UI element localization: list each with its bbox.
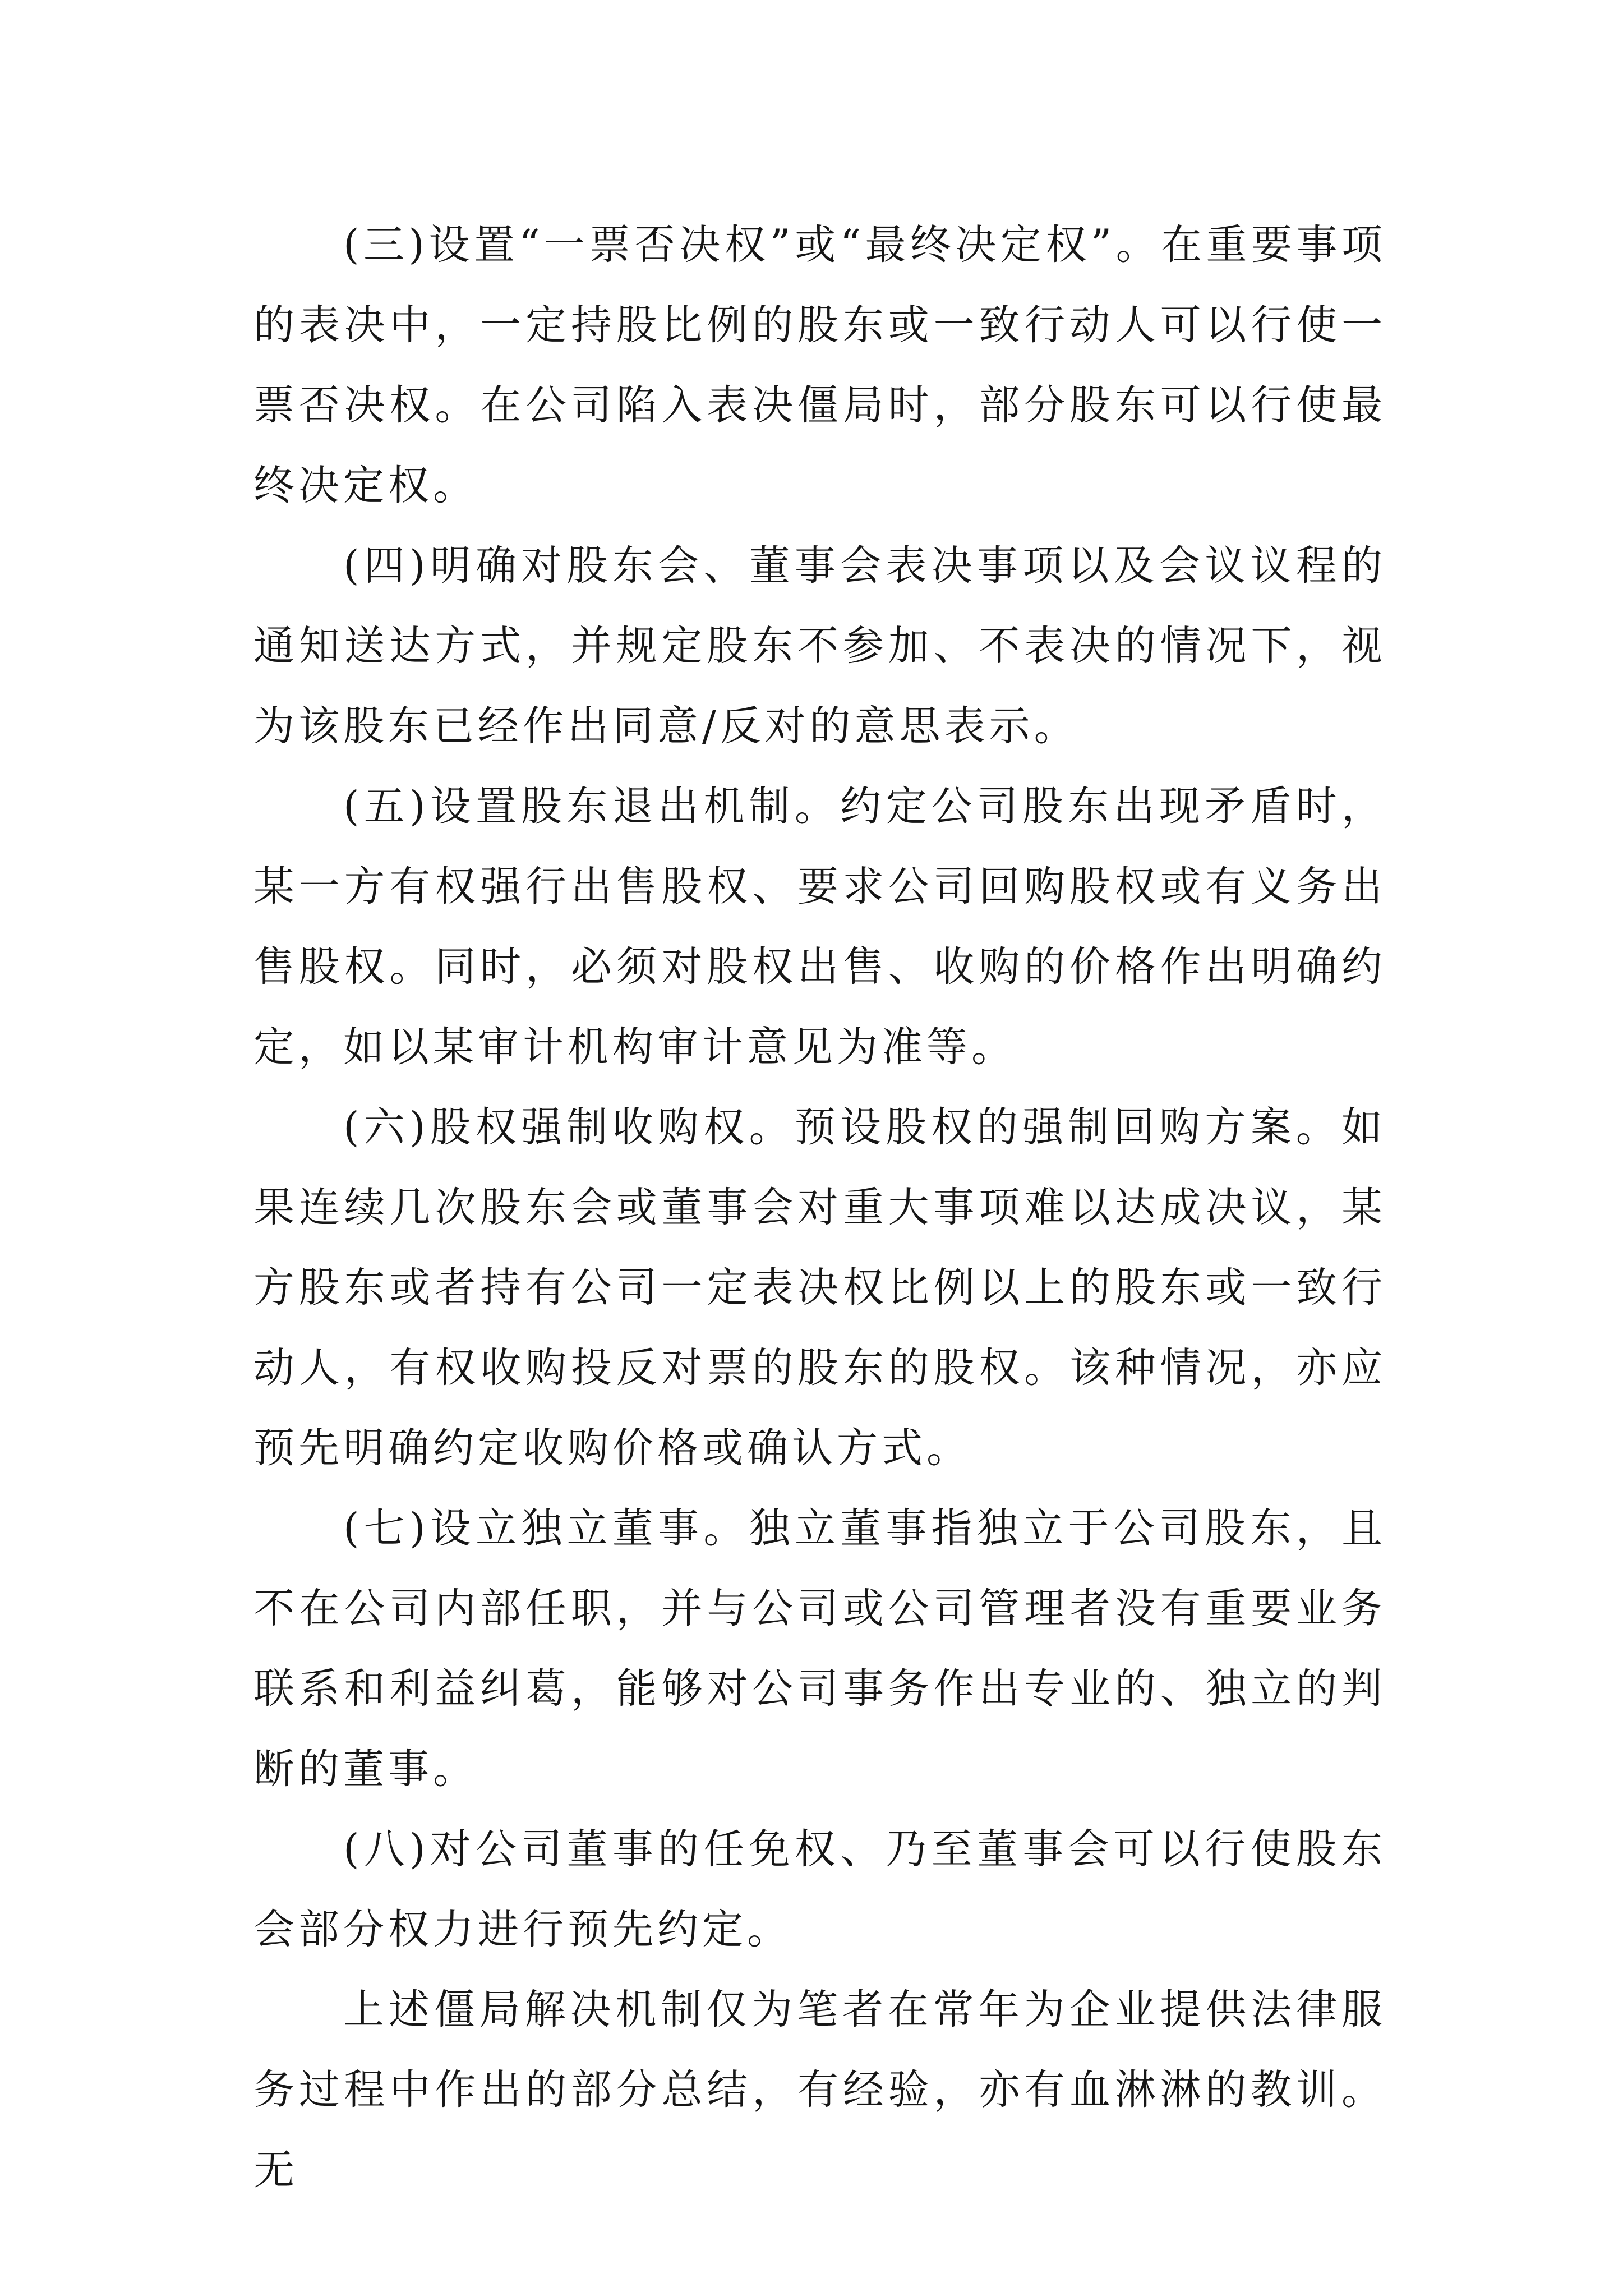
- paragraph-summary: 上述僵局解决机制仅为笔者在常年为企业提供法律服务过程中作出的部分总结，有经验，亦有血淋淋的教训。无: [253, 1986, 1386, 2194]
- paragraph-director-appointment: (八)对公司董事的任免权、乃至董事会可以行使股东会部分权力进行预先约定。: [253, 1825, 1386, 1953]
- document-body: [253, 205, 1386, 2210]
- paragraph-exit-mechanism: (五)设置股东退出机制。约定公司股东出现矛盾时，某一方有权强行出售股权、要求公司回购股权或有义务出售股权。同时，必须对股权出售、收购的价格作出明确约定，如以某审计机构审计意见为准等。: [253, 783, 1386, 1071]
- paragraph-independent-director: (七)设立独立董事。独立董事指独立于公司股东，且不在公司内部任职，并与公司或公司管理者没有重要业务联系和利益纠葛，能够对公司事务作出专业的、独立的判断的董事。: [253, 1504, 1386, 1793]
- paragraph-notice-delivery: (四)明确对股东会、董事会表决事项以及会议议程的通知送达方式，并规定股东不参加、不表决的情况下，视为该股东已经作出同意/反对的意思表示。: [253, 542, 1386, 750]
- paragraph-forced-acquisition: (六)股权强制收购权。预设股权的强制回购方案。如果连续几次股东会或董事会对重大事项难以达成决议，某方股东或者持有公司一定表决权比例以上的股东或一致行动人，有权收购投反对票的股东的股权。该种情况，亦应预先明确约定收购价格或确认方式。: [253, 1103, 1386, 1472]
- paragraph-veto-right: (三)设置“一票否决权”或“最终决定权”。在重要事项的表决中，一定持股比例的股东或一致行动人可以行使一票否决权。在公司陷入表决僵局时，部分股东可以行使最终决定权。: [253, 221, 1386, 509]
